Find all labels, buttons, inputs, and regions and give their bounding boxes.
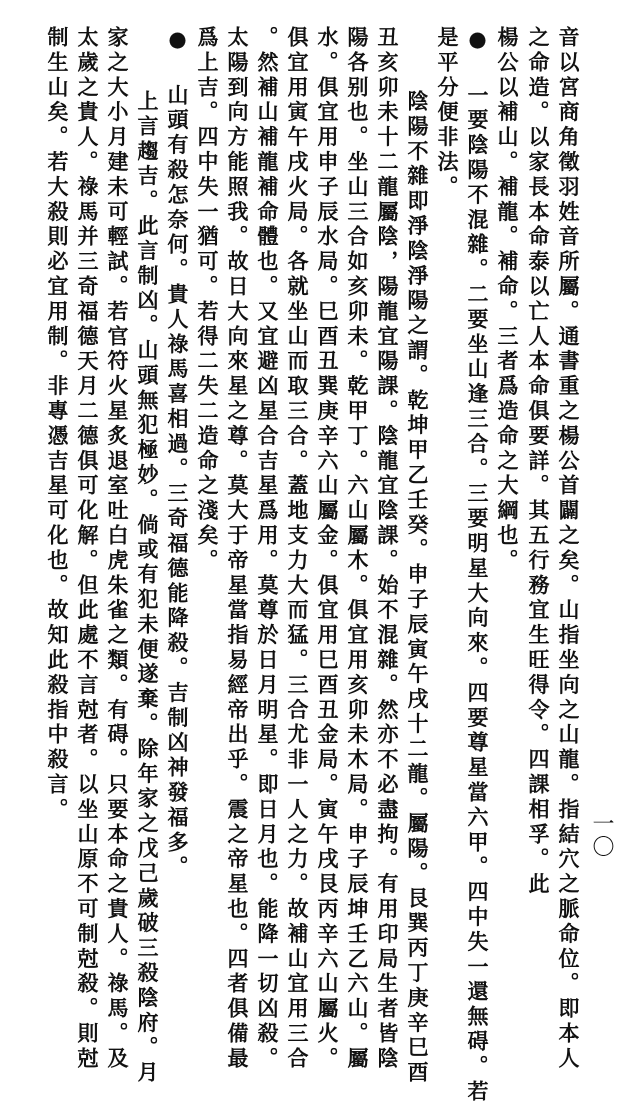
text-column-18: 制生山矣。若大殺則必宜用制。非專憑吉星可化也。故知此殺指中殺言。	[45, 26, 70, 823]
text-column-6: 陰陽不雜即淨陰淨陽之謂。乾坤甲乙壬癸。申子辰寅午戌十二龍。屬陽。艮巽丙丁庚辛巳酉	[405, 90, 430, 1086]
text-column-15: 上言趨吉。此言制凶。山頭無犯極妙。倘或有犯未便遂棄。除年家之戊己歲破三殺陰府。月	[135, 90, 160, 1086]
text-column-16: 家之大小月建未可輕試。若官符火星炙退室吐白虎朱雀之類。有碍。只要本命之貴人。祿馬。及	[105, 26, 130, 1072]
text-column-11: 。然補山補龍補命體也。又宜避凶星合吉星爲用。莫尊於日月明星。即日月也。能降一切凶殺。	[255, 26, 280, 1072]
text-column-12: 太陽到向方能照我。故日大向來星之尊。莫大于帝星當指易經帝出乎。震之帝星也。四者俱備最	[225, 26, 250, 1072]
text-column-10: 俱宜用寅午戌火局。各就坐山而取三合。蓋地支力大而猛。三合尤非一人之力。故補山宜用三合	[285, 26, 310, 1072]
page-number: 一〇	[589, 812, 614, 858]
text-column-1: 音以宮商角徵羽姓音所屬。通書重之楊公首闢之矣。山指坐向之山龍。指結穴之脈命位。即本人	[556, 26, 581, 1072]
text-column-3: 楊公以補山。補龍。補命。三者爲造命之大綱也。	[495, 26, 520, 574]
text-column-5: 是平分便非法。	[435, 26, 460, 201]
text-column-4: ● 一要陰陽不混雜。二要坐山逢三合。三要明星大向來。四要尊星當六甲。四中失一還無碍。若	[465, 26, 490, 1105]
text-column-9: 水。俱宜用申子辰水局。巳酉丑巽庚辛六山屬金。俱宜用巳酉丑金局。寅午戌艮丙辛六山屬火。	[315, 26, 340, 1072]
text-column-7: 丑亥卯未十二龍屬陰，陽龍宜陽課。陰龍宜陰課。始不混雜。然亦不必盡拘。有用印局生者皆陰	[375, 26, 400, 1072]
text-column-8: 陽各别也。坐山三合如亥卯未。乾甲丁。六山屬木。俱宜用亥卯未木局。申子辰坤壬乙六山。屬	[345, 26, 370, 1072]
text-column-13: 爲上吉。四中失一猶可。若得二失二造命之淺矣。	[195, 26, 220, 574]
text-column-2: 之命造。以家長本命泰以亡人本命俱要詳。其五行務宜生旺得令。四課相孚。此	[526, 26, 551, 898]
text-column-17: 太歲之貴人。祿馬并三奇福德天月二德俱可化解。但此處不言尅者。以坐山原不可制尅殺。則尅	[75, 26, 100, 1072]
text-column-14: ● 山頭有殺怎奈何。貴人祿馬喜相過。三奇福德能降殺。吉制凶神發福多。	[165, 26, 190, 881]
